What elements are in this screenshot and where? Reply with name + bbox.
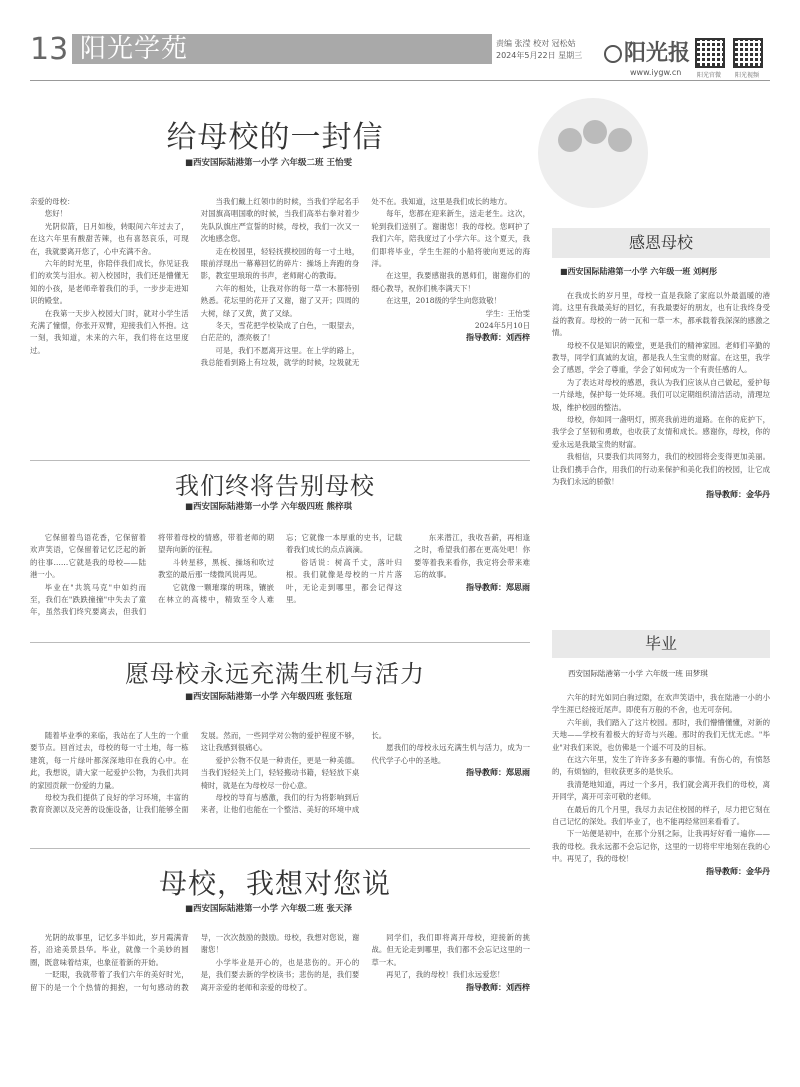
article-byline: ■西安国际陆港第一小学 六年级四班 熊梓琪 <box>185 502 352 512</box>
article-title: 给母校的一封信 <box>166 120 384 155</box>
paragraph: 随着毕业季的来临，我站在了人生的一个重要节点。回首过去，母校的每一寸土地，每一栋建筑，每一片绿叶都深深地印在我的心中。在此，我想说，请大家一起爱护公物，为我们共同的家园贡献一份爱的力量。 <box>30 731 189 790</box>
paragraph: 光阴的故事里，记忆多半如此，岁月霞满青苔，沿途美景县华。毕业，就像一个美妙的圆圈，既意味着结束，也象征着新的开始。 <box>30 933 189 967</box>
paragraph: 在这里，2018级的学生向您致敬！ <box>386 296 501 306</box>
paragraph: 在最后的几个月里，我尽力去记住校园的样子，尽力把它刻在自己记忆的深处。我们毕业了，也不能再经常回来看看了。 <box>552 804 770 827</box>
article-title: 感恩母校 <box>552 228 770 258</box>
teacher-credit: 指导教师：刘西梓 <box>465 333 530 343</box>
date-line: 2024年5月22日 星期三 <box>496 51 583 60</box>
paragraph: 我清楚地知道，再过一个多月，我们就会离开我们的母校，离开同学，离开可亲可敬的老师。 <box>552 779 770 802</box>
logo-text: 阳光报 <box>624 40 691 66</box>
article-body <box>552 692 770 1074</box>
article-title: 毕业 <box>552 630 770 658</box>
editor-line: 责编 张滢 校对 冠松姑 <box>496 39 576 48</box>
paragraph: 爱护公物不仅是一种责任，更是一种美德。当我们轻轻关上门，轻轻搬动书籍，轻轻放下桌椅时，就是在为母校尽一份心意。 <box>200 755 360 790</box>
paragraph: 再见了，我的母校！我们永远爱您！ <box>386 970 505 980</box>
teacher-credit: 指导教师：金华丹 <box>706 489 770 499</box>
paragraph: 在我第一天步入校园大门时，就对小学生活充满了憧憬，你张开双臂，迎接我们入怀抱。这一刻，我知道，未来的六年，我们将在这里度过。 <box>30 308 189 355</box>
article-title: 愿母校永远充满生机与活力 <box>125 660 425 688</box>
paragraph: 愿我们的母校永远充满生机与活力，成为一代代学子心中的圣地。 <box>371 743 530 765</box>
teacher-credit: 指导教师：金华丹 <box>706 866 770 876</box>
paragraph: 俗话说：树高千丈，落叶归根。我们就像是母校的一片片落叶，无论走到哪里，都会记得这里。 <box>286 557 402 605</box>
paragraph: 毕业在"共筑马克"中如约而至，我们在"跌跌撞撞"中失去了童年，虽然我们终究要离去，但我们将带着母校的情感，带着老师的期望奔向新的征程。 <box>30 533 274 617</box>
paragraph: 母校，你如同一盏明灯，照亮我前进的道路。在你的庇护下，我学会了坚韧和勇敢，也收获了友情和成长。感谢你，母校，你的爱永远是我最宝贵的财富。 <box>552 415 770 449</box>
article-byline: ■西安国际陆港第一小学 六年级二班 张天泽 <box>185 904 352 914</box>
paragraph: 六年的时光里，你陪伴我们成长，你见证我们的欢笑与泪水。初入校园时，我们还是懵懂无知的小孩，是老师牵着我们的手，一步步走进知识的殿堂。 <box>30 259 189 306</box>
paragraph: 一眨眼，我就带着了我们六年的美好时光，留下的是一个个热情的拥抱，一句句感动的教导，一次次鼓励的鼓励。母校，我想对您说，谢谢您！ <box>30 933 360 992</box>
header-rule <box>30 80 770 81</box>
page-header <box>0 0 800 82</box>
qr-caption: 阳光视频 <box>735 72 760 79</box>
child-icon <box>583 120 607 144</box>
logo-mark-icon <box>604 45 622 63</box>
paragraph: 六年的时光如同白驹过隙，在欢声笑语中，我在陆港一小的小学生涯已经接近尾声。即使有万般的不舍，也无可奈何。 <box>552 693 770 715</box>
paragraph: 下一站便是初中，在那个分别之际，让我再好好看一遍你——我的母校。我永远都不会忘记你，这里的一切将牢牢地刻在我的心中。再见了，我的母校！ <box>552 829 770 864</box>
paragraph: 斗转星移，黑板、操场和吹过教室的最后那一缕微风说再见。 <box>158 557 274 580</box>
paragraph: 它保留着鸟语花香，它保留着欢声笑语，它保留着记忆泛起的新的往事……它就是我的母校——陆港一小。 <box>30 533 146 580</box>
qr-code-icon <box>695 38 725 68</box>
signature-date: 2024年5月10日 <box>474 321 530 331</box>
divider <box>30 460 530 461</box>
child-icon <box>558 128 582 152</box>
paragraph: 冬天，雪花把学校染成了白色，一眼望去，白茫茫的，漂亮极了！ <box>200 321 360 343</box>
paragraph: 当我们戴上红领巾的时候，当我们学起名手对国旗高唱国歌的时候，当我们高举右拳对着少先队队旗庄严宣誓的时候，母校，我们一次又一次地感念您。 <box>200 197 360 244</box>
teacher-credit: 指导教师：郑思雨 <box>465 768 530 778</box>
page-number: 13 <box>30 32 69 67</box>
paragraph: 六年前，我们踏入了这片校园。那时，我们懵懵懂懂，对新的天地——学校有着极大的好奇与兴趣。那时的我们无忧无虑。"毕业"对我们来说，也仿佛是一个遥不可及的目标。 <box>552 717 770 752</box>
child-icon <box>608 128 632 152</box>
paragraph: 它就像一颗璀璨的明珠，镶嵌在林立的高楼中，精致至令人难忘；它就像一本厚重的史书，记载着我们成长的点点滴滴。 <box>158 533 402 605</box>
article-byline: ■西安国际陆港第一小学 六年级四班 张钰瑄 <box>185 692 352 702</box>
paragraph: 在这里，我要感谢我的恩师们，谢谢你们的细心教导，祝你们桃李满天下！ <box>371 271 530 293</box>
article-body <box>552 290 770 596</box>
paragraph: 母校不仅是知识的殿堂，更是我们的精神家园。老师们辛勤的教导，同学们真诚的友谊，都是我人生宝贵的财富。在这里，我学会了感恩，学会了尊重，学会了如何成为一个有责任感的人。 <box>552 340 770 375</box>
paragraph: 亲爱的母校： <box>30 197 75 206</box>
paragraph: 东来潜江，我收吾薪，再相逢之时，希望我们都在更高处吧！你要等着我来看你，我定将会带来难忘的故事。 <box>414 533 530 580</box>
article-title: 我们终将告别母校 <box>175 472 375 500</box>
divider <box>30 848 530 849</box>
article-body <box>30 532 530 632</box>
newspaper-logo <box>604 36 690 67</box>
paragraph: 我相信，只要我们共同努力，我们的校园将会变得更加美丽。让我们携手合作，用我们的行动来保护和美化我们的校园，让它成为我们永远的骄傲！ <box>552 452 770 487</box>
paragraph: 小学毕业是开心的，也是悲伤的。开心的是，我们要去新的学校读书；悲伤的是，我们要离开亲爱的老师和亲爱的母校了。 <box>200 957 360 992</box>
paragraph: 六年的相处，让我对你的每一草一木都特别熟悉。花坛里的花开了又谢，谢了又开；四周的大树，绿了又黄，黄了又绿。 <box>200 283 360 318</box>
article-byline: 西安国际陆港第一小学 六年级一班 田梦琪 <box>568 669 708 678</box>
article-body <box>30 932 530 1077</box>
paragraph: 在我成长的岁月里，母校一直是我除了家庭以外最温暖的港湾。这里有我最美好的回忆，有我最要好的朋友，也有让我终身受益的教育。母校的一砖一瓦和一草一木，都承载着我深深的感激之情。 <box>552 291 770 338</box>
divider <box>30 642 530 643</box>
paragraph: 走在校园里，轻轻抚摸校园的每一寸土地，眼前浮现出一幕幕回忆的碎片：操场上奔跑的身影，教室里琅琅的书声，老师耐心的教诲。 <box>200 246 360 281</box>
teacher-credit: 指导教师：郑思雨 <box>466 582 530 592</box>
article-byline: ■西安国际陆港第一小学 六年级一班 刘柯彤 <box>560 267 718 276</box>
paragraph: 每年，您都在迎来新生，送走老生。这次，轮到我们送别了。谢谢您！我的母校。您呵护了我们六年，陪我度过了小学六年。这个夏天，我们即将毕业，学生生涯的小船将驶向更远的海洋。 <box>371 209 530 269</box>
paragraph: 光阴似箭，日月如梭，转眼间六年过去了，在这六年里有酸甜苦辣，也有喜怒哀乐，可现在，我就要离开您了，心中充满不舍。 <box>30 221 189 256</box>
section-title: 阳光学苑 <box>72 34 492 64</box>
teacher-credit: 指导教师：刘西梓 <box>465 982 530 992</box>
paragraph: 可是，我们不愿离开这里。在上学的路上，我总能看到路上有垃圾，就学的时候，垃圾就无处不在。我知道，这里是我们成长的地方。 <box>200 197 512 368</box>
signature: 学生：王怡雯 <box>485 308 530 318</box>
article-title: 母校，我想对您说 <box>158 867 391 900</box>
qr-caption: 阳光官微 <box>697 72 722 79</box>
paragraph: 母校的导育与感激，我们的行为将影响到后来者，让他们也能在一个整洁、美好的环境中成长。 <box>200 731 387 815</box>
qr-code-icon <box>733 38 763 68</box>
paragraph: 您好！ <box>44 209 67 219</box>
article-body <box>30 196 530 454</box>
paragraph: 在这六年里，发生了许许多多有趣的事情。有伤心的，有愤怒的，有烦恼的，但收获更多的是快乐。 <box>552 755 770 777</box>
editor-meta <box>496 38 582 62</box>
children-illustration-icon <box>538 98 648 208</box>
article-body <box>30 730 530 838</box>
paragraph: 同学们，我们即将离开母校，迎接新的挑战。但无论走到哪里，我们都不会忘记这里的一草一木。 <box>371 933 530 967</box>
paragraph: 母校为我们提供了良好的学习环境，丰富的教育资源以及完善的设施设备，让我们能够全面发展。然而，一些同学对公物的爱护程度不够，这让我感到很痛心。 <box>30 731 360 815</box>
website-url[interactable]: www.iygw.cn <box>630 68 682 77</box>
paragraph: 为了表达对母校的感恩，我认为我们应该从自己做起，爱护每一片绿地，保护每一处环境。我们可以定期组织清洁活动，清理垃圾，维护校园的整洁。 <box>552 377 770 412</box>
article-byline: ■西安国际陆港第一小学 六年级二班 王怡雯 <box>185 158 352 168</box>
